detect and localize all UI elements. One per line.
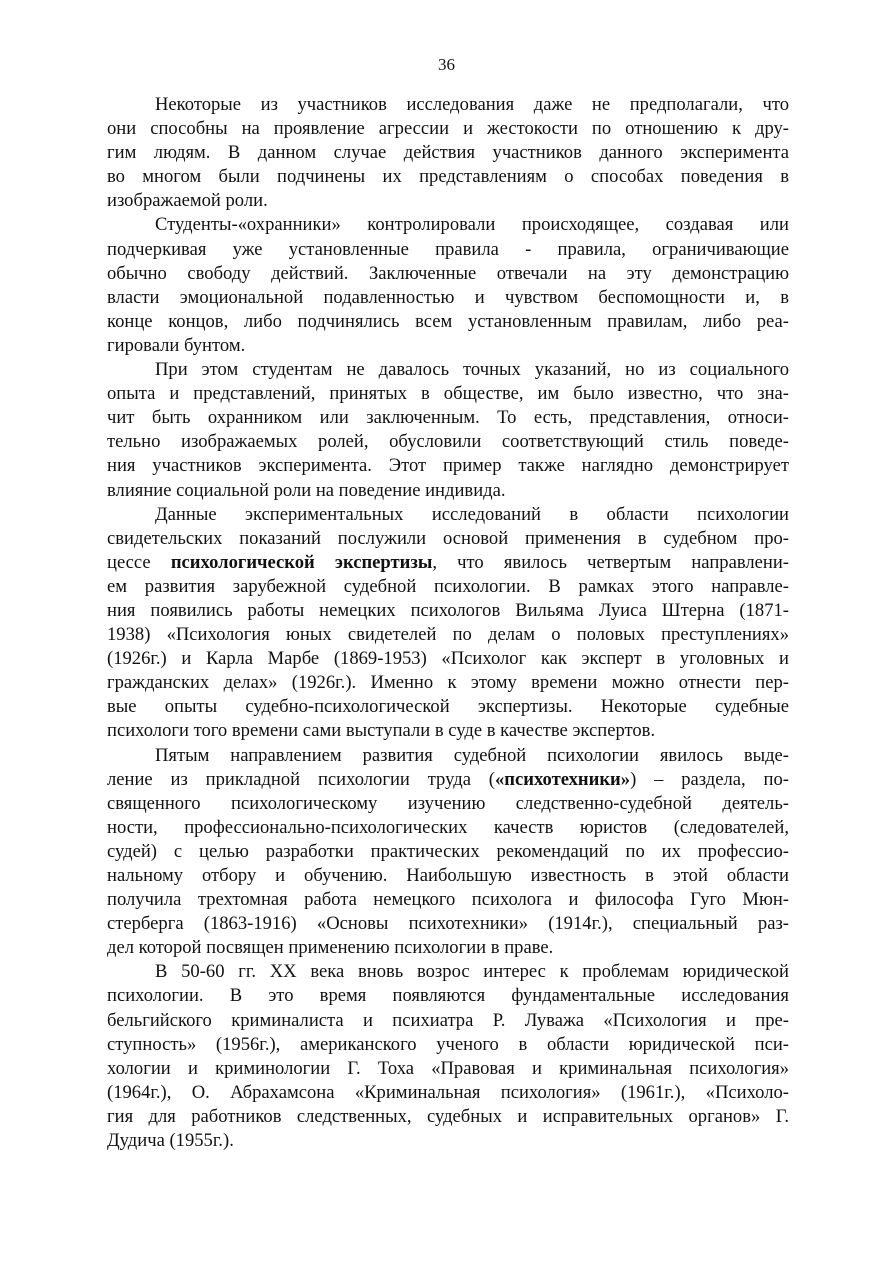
text-line: гим людям. В данном случае действия участников данного эксперимента [107, 142, 789, 164]
text-line: конце концов, либо подчинялись всем установленным правилам, либо реа- [107, 310, 789, 332]
text-line: (1964г.), О. Абрахамсона «Криминальная психология» (1961г.), «Психоло- [107, 1081, 789, 1103]
text-line: Некоторые из участников исследования даже не предполагали, что [155, 94, 789, 115]
text-line: Студенты-«охранники» контролировали происходящее, создавая или [155, 214, 789, 236]
text-line: нальному отбору и обучению. Наибольшую известность в этой области [107, 865, 789, 886]
text-line: чит быть охранником или заключенным. То есть, представления, относи- [107, 407, 789, 429]
text-line: Данные экспериментальных исследований в области психологии [155, 503, 789, 525]
text-line: В 50-60 гг. XX века вновь возрос интерес к проблемам юридической [155, 961, 789, 983]
paragraph-6 [107, 960, 789, 1153]
text-line: психологии. В это время появляются фундаментальные исследования [107, 985, 789, 1007]
text-line: ности, профессионально-психологических качеств юристов (следователей, [107, 816, 789, 838]
text-line: психологи того времени сами выступали в суде в качестве экспертов. [107, 720, 656, 742]
text-line: они способны на проявление агрессии и жестокости по отношению к дру- [107, 118, 789, 140]
body-text [107, 93, 789, 1153]
text-line: гия для работников следственных, судебных и исправительных органов» Г. [107, 1105, 789, 1127]
paragraph-3 [107, 358, 789, 503]
paragraph-2 [107, 213, 789, 358]
text-line: стерберга (1863-1916) «Основы психотехники» (1914г.), специальный раз- [107, 913, 789, 935]
text-span: ) – раздела, по- [630, 768, 789, 790]
text-line: гражданских делах» (1926г.). Именно к этому времени можно отнести пер- [107, 672, 789, 694]
text-line: подчеркивая уже установленные правила - правила, ограничивающие [107, 238, 789, 260]
text-line: (1926г.) и Карла Марбе (1869-1953) «Психолог как эксперт в уголовных и [107, 648, 789, 670]
paragraph-1 [107, 93, 789, 213]
text-line: При этом студентам не давалось точных указаний, но из социального [155, 359, 789, 381]
text-line: во многом были подчинены их представлениям о способах поведения в [107, 166, 789, 188]
text-line: ем развития зарубежной судебной психологии. В рамках этого направле- [107, 575, 789, 597]
text-line: гировали бунтом. [107, 334, 246, 356]
text-line [107, 551, 789, 575]
text-line: обычно свободу действий. Заключенные отвечали на эту демонстрацию [107, 262, 789, 284]
text-line: бельгийского криминалиста и психиатра Р. Луважа «Психология и пре- [107, 1009, 789, 1031]
bold-term: «психотехники» [494, 768, 631, 790]
text-span: , что явилось четвертым направлени- [432, 551, 789, 573]
text-line: власти эмоциональной подавленностью и чувством беспомощности и, в [107, 286, 789, 308]
text-line: получила трехтомная работа немецкого психолога и философа Гуго Мюн- [107, 889, 789, 911]
paragraph-4 [107, 503, 789, 744]
text-line: ступность» (1956г.), американского ученого в области юридической пси- [107, 1033, 789, 1055]
text-line: вые опыты судебно-психологической экспертизы. Некоторые судебные [107, 696, 789, 718]
text-line: священного психологическому изучению следственно-судебной деятель- [107, 792, 789, 814]
text-line: 1938) «Психология юных свидетелей по делам о половых преступлениях» [107, 624, 789, 646]
text-line: тельно изображаемых ролей, обусловили соответствующий стиль поведе- [107, 431, 789, 453]
text-line: судей) с целью разработки практических рекомендаций по их профессио- [107, 840, 789, 862]
text-span: цессе [107, 551, 171, 573]
text-span: ление из прикладной психологии труда ( [107, 768, 495, 790]
text-line: Пятым направлением развития судебной психологии явилось выде- [155, 744, 789, 766]
page-number: 36 [438, 55, 455, 74]
text-line: изображаемой роли. [107, 190, 268, 212]
text-line: дел которой посвящен применению психологии в праве. [107, 937, 554, 959]
text-line [107, 768, 789, 792]
text-line: хологии и криминологии Г. Тоха «Правовая и криминальная психология» [107, 1057, 789, 1079]
paragraph-5 [107, 744, 789, 961]
text-line: опыта и представлений, принятых в обществе, им было известно, что зна- [107, 383, 789, 405]
bold-term: психологической экспертизы [170, 551, 433, 573]
text-line: свидетельских показаний послужили основой применения в судебном про- [107, 527, 789, 549]
text-line: ния появились работы немецких психологов Вильяма Луиса Штерна (1871- [107, 599, 789, 621]
text-line: Дудича (1955г.). [107, 1130, 234, 1152]
text-line: влияние социальной роли на поведение индивида. [107, 479, 506, 501]
text-line: ния участников эксперимента. Этот пример также наглядно демонстрирует [107, 455, 789, 477]
